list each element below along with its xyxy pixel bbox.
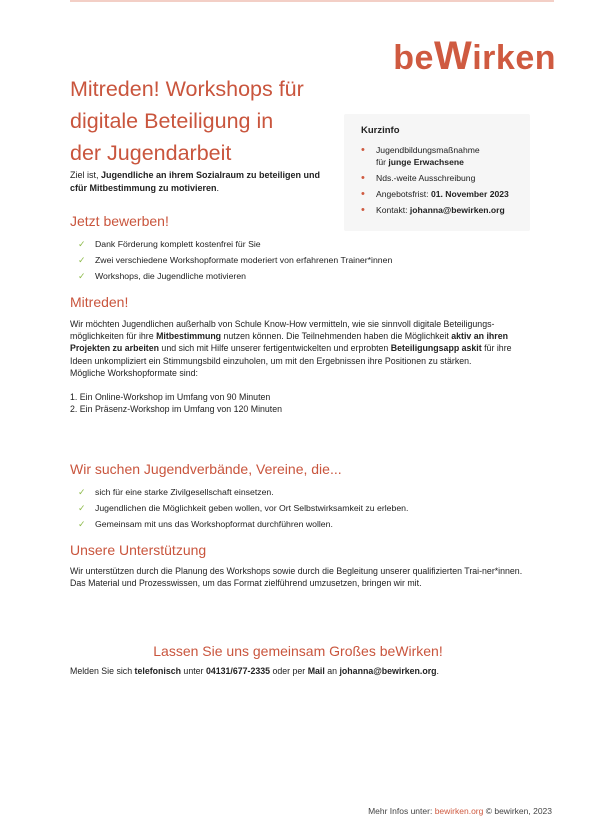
kurzinfo-target-group: junge Erwachsene bbox=[388, 157, 464, 167]
format-item-online: 1. Ein Online-Workshop im Umfang von 90 Minuten bbox=[70, 392, 271, 403]
title-line-3: der Jugendarbeit bbox=[70, 141, 232, 165]
intro-lead: Ziel ist, bbox=[70, 170, 102, 180]
unterstuetzung-paragraph: Wir unterstützen durch die Planung des Workshops sowie durch die Begleitung unserer qualifizierten Trai-ner*innen. Das Material und Prozesswissen, um das Format zielführend umzusetzen, bringen wir mit. bbox=[70, 566, 523, 589]
contact-phone-number[interactable]: 04131/677-2335 bbox=[205, 666, 271, 676]
deadline-value: 01. November 2023 bbox=[430, 189, 509, 199]
contact-text-5: . bbox=[436, 666, 439, 676]
logo-text-w: W bbox=[433, 34, 473, 78]
check-icon: ✓ bbox=[78, 503, 86, 513]
heading-mitreden: Mitreden! bbox=[70, 294, 129, 310]
contact-text-2: unter bbox=[180, 666, 206, 676]
footer-copyright: © bewirken, 2023 bbox=[483, 806, 552, 816]
deadline-label: Angebotsfrist: bbox=[376, 189, 431, 199]
bewerben-item-text: Dank Förderung komplett kostenfrei für Sie bbox=[95, 239, 261, 249]
check-icon: ✓ bbox=[78, 519, 86, 529]
contact-label: Kontakt: bbox=[376, 205, 410, 215]
kurzinfo-title: Kurzinfo bbox=[361, 125, 400, 136]
bewerben-item bbox=[78, 252, 392, 268]
contact-text-3: oder per bbox=[270, 666, 308, 676]
kurzinfo-list bbox=[361, 144, 516, 216]
logo-text-irken: irken bbox=[472, 39, 556, 77]
kurzinfo-item-target bbox=[361, 144, 516, 168]
suchen-item bbox=[78, 500, 408, 516]
contact-mail-label: Mail bbox=[307, 666, 325, 676]
contact-phone-label: telefonisch bbox=[134, 666, 181, 676]
heading-unterstuetzung: Unsere Unterstützung bbox=[70, 542, 207, 558]
suchen-item-text: Jugendlichen die Möglichkeit geben wollen, vor Ort Selbstwirksamkeit zu erleben. bbox=[95, 503, 409, 513]
mitreden-text-1: Wir möchten Jugendlichen außerhalb von Schule Know-How vermitteln, wie sie sinnvoll digitale Beteiligungs-möglichkeiten für ihre bbox=[70, 319, 495, 342]
mitreden-bold-1: Mitbestimmung bbox=[156, 331, 222, 342]
mitreden-text-2: nutzen können. Die Teilnehmenden haben die Möglichkeit bbox=[221, 331, 452, 342]
formats-intro: Mögliche Workshopformate sind: bbox=[70, 367, 198, 378]
footer-website-link[interactable]: bewirken.org bbox=[434, 806, 484, 816]
bewerben-item bbox=[78, 236, 392, 252]
intro-end: . bbox=[216, 183, 220, 193]
logo-text-be: be bbox=[393, 39, 434, 77]
kurzinfo-box bbox=[344, 114, 530, 231]
mitreden-text-4: für ihre Ideen unkompliziert ein Stimmungsbild einzuholen, um mit den Ergebnissen ihre Positionen zu stärken. bbox=[70, 343, 512, 366]
kurzinfo-item-scope: • Nds.-weite Ausschreibung bbox=[361, 172, 516, 184]
mitreden-bold-2: aktiv an ihren Projekten zu arbeiten bbox=[70, 331, 508, 354]
bewerben-item-text: Workshops, die Jugendliche motivieren bbox=[95, 271, 246, 281]
heading-bewerben: Jetzt bewerben! bbox=[70, 213, 169, 229]
top-divider bbox=[70, 0, 554, 2]
title-line-2: digitale Beteiligung in bbox=[70, 109, 274, 133]
suchen-list bbox=[78, 484, 408, 532]
contact-text-4: an bbox=[324, 666, 340, 676]
bewerben-list bbox=[78, 236, 392, 284]
bewerben-item bbox=[78, 268, 392, 284]
contact-text-1: Melden Sie sich bbox=[70, 666, 135, 676]
mitreden-text-3: und sich mit Hilfe unserer fertigentwickelten und erprobten bbox=[158, 343, 391, 354]
check-icon: ✓ bbox=[78, 255, 86, 265]
contact-line bbox=[70, 666, 439, 676]
check-icon: ✓ bbox=[78, 271, 86, 281]
check-icon: ✓ bbox=[78, 239, 86, 249]
check-icon: ✓ bbox=[78, 487, 86, 497]
suchen-item bbox=[78, 484, 408, 500]
footer bbox=[368, 806, 552, 816]
title-line-1: Mitreden! Workshops für bbox=[70, 77, 304, 101]
bewirken-logo[interactable] bbox=[393, 34, 556, 79]
kurzinfo-target-pre: für bbox=[376, 157, 389, 167]
bewerben-item-text: Zwei verschiedene Workshopformate moderiert von erfahrenen Trainer*innen bbox=[95, 255, 393, 265]
kurzinfo-target-line1: Jugendbildungsmaßnahme bbox=[376, 145, 480, 155]
kurzinfo-item-deadline bbox=[361, 188, 516, 200]
contact-email-link[interactable]: johanna@bewirken.org bbox=[409, 205, 505, 215]
footer-label: Mehr Infos unter: bbox=[368, 806, 435, 816]
intro-goal: Jugendliche an ihrem Sozialraum zu beteiligen und cfür Mitbestimmung zu motivieren bbox=[70, 170, 321, 193]
intro-text bbox=[70, 169, 335, 195]
suchen-item-text: Gemeinsam mit uns das Workshopformat durchführen wollen. bbox=[95, 519, 333, 529]
heading-suchen: Wir suchen Jugendverbände, Vereine, die... bbox=[70, 461, 342, 477]
suchen-item bbox=[78, 516, 408, 532]
contact-email[interactable]: johanna@bewirken.org bbox=[339, 666, 437, 676]
call-to-action: Lassen Sie uns gemeinsam Großes beWirken! bbox=[153, 643, 443, 659]
page-title bbox=[70, 73, 350, 169]
mitreden-bold-3: Beteiligungsapp askit bbox=[390, 343, 482, 354]
format-item-praesenz: 2. Ein Präsenz-Workshop im Umfang von 120 Minuten bbox=[70, 404, 283, 415]
kurzinfo-item-contact bbox=[361, 204, 516, 216]
mitreden-paragraph bbox=[70, 318, 526, 416]
suchen-item-text: sich für eine starke Zivilgesellschaft einsetzen. bbox=[95, 487, 274, 497]
